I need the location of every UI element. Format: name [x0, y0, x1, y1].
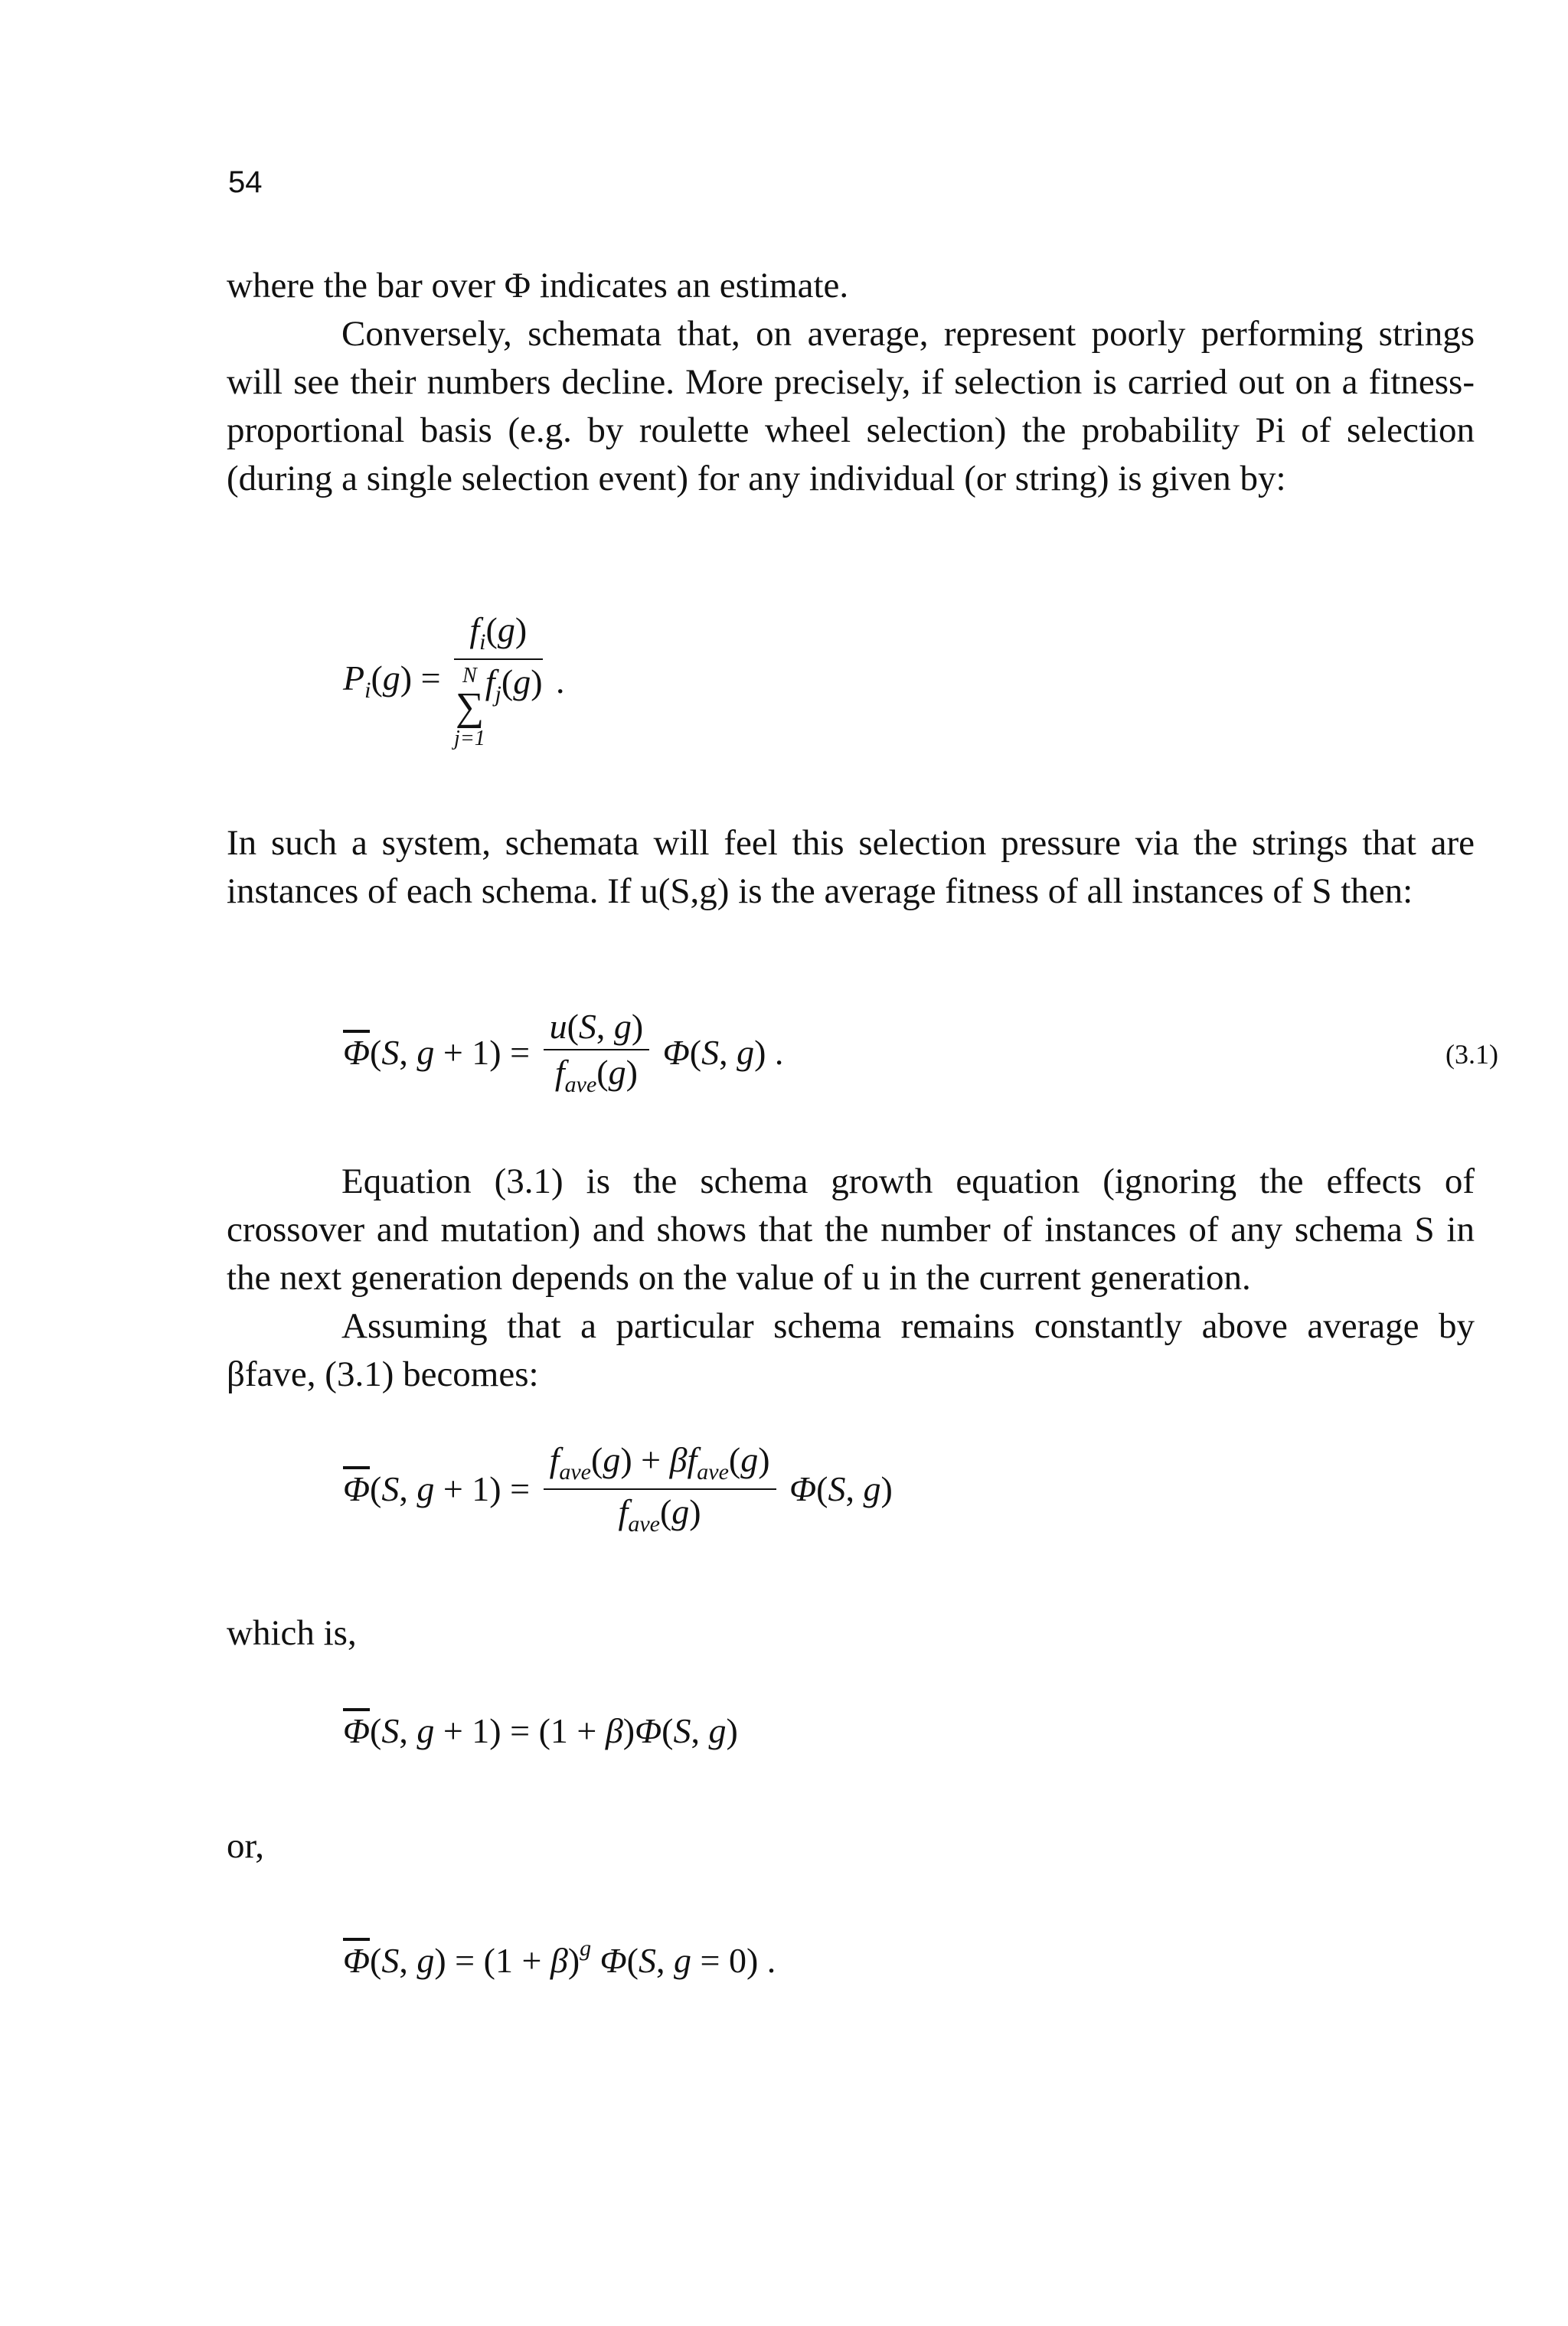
equation-number-3-1: (3.1) [1446, 1039, 1498, 1070]
equation-one-generation: $\overline{\Phi}(S$, g + 1) = (1 + β)Φ(S, g) [343, 1711, 738, 1750]
equation-exponential-growth: $\overline{\Phi}(S$, $g) = (1 + \beta)^g$ Φ(S, g = 0) . [343, 1936, 776, 1980]
paragraph-schema-growth: Equation (3.1) is the schema growth equation (ignoring the effects of crossover and mutation) and shows that the number of instances of any schema S in the next generation depends on the value of u in the current generation. [227, 1161, 1475, 1298]
fraction-3-1: $\frac{u(S, g)}{f_{ave}(g)}$ [544, 1009, 650, 1096]
page-number: 54 [228, 165, 263, 199]
fraction-above-average: $\frac{f_{ave}(g) + \beta f_{ave}(g)}{f_{ave}(g)}$ [544, 1442, 776, 1536]
paragraph-which-is: which is, [227, 1613, 357, 1653]
equation-above-average: $\overline{\Phi}(S$, g + 1) = $\frac{f_{ave}(g) + \beta f_{ave}(g)}{f_{ave}(g)}$ Φ(S, g) [343, 1440, 893, 1537]
paragraph-or: or, [227, 1826, 265, 1866]
paragraph-selection-pressure: In such a system, schemata will feel this selection pressure via the strings that are instances of each schema. If u(S,g) is the average fitness of all instances of S then: [227, 823, 1475, 911]
summation-symbol: N ∑ j=1 [454, 664, 485, 750]
paragraph-selection-probability: Conversely, schemata that, on average, represent poorly performing strings will see their numbers decline. More precisely, if selection is carried out on a fitness-proportional basis (e.g. by roulette wheel selection) the probability Pi of selection (during a single selection event) for any individual (or string) is given by: [227, 314, 1475, 498]
paragraph-above-average: Assuming that a particular schema remains constantly above average by βfave, (3.1) becomes: [227, 1306, 1475, 1394]
fraction-selection-probability: $f_i(g)$ N ∑ j=1 $f_j(g)$ [454, 610, 543, 750]
equation-selection-probability: $P_i(g)$ = $f_i(g)$ N ∑ j=1 $f_j(g)$ . [343, 610, 565, 750]
paragraph-estimate-note: where the bar over Φ indicates an estimate. [227, 266, 849, 305]
equation-3-1: $\overline{\Phi}(S$, g + 1) = $\frac{u(S, g)}{f_{ave}(g)}$ Φ(S, g) . [343, 1007, 784, 1097]
